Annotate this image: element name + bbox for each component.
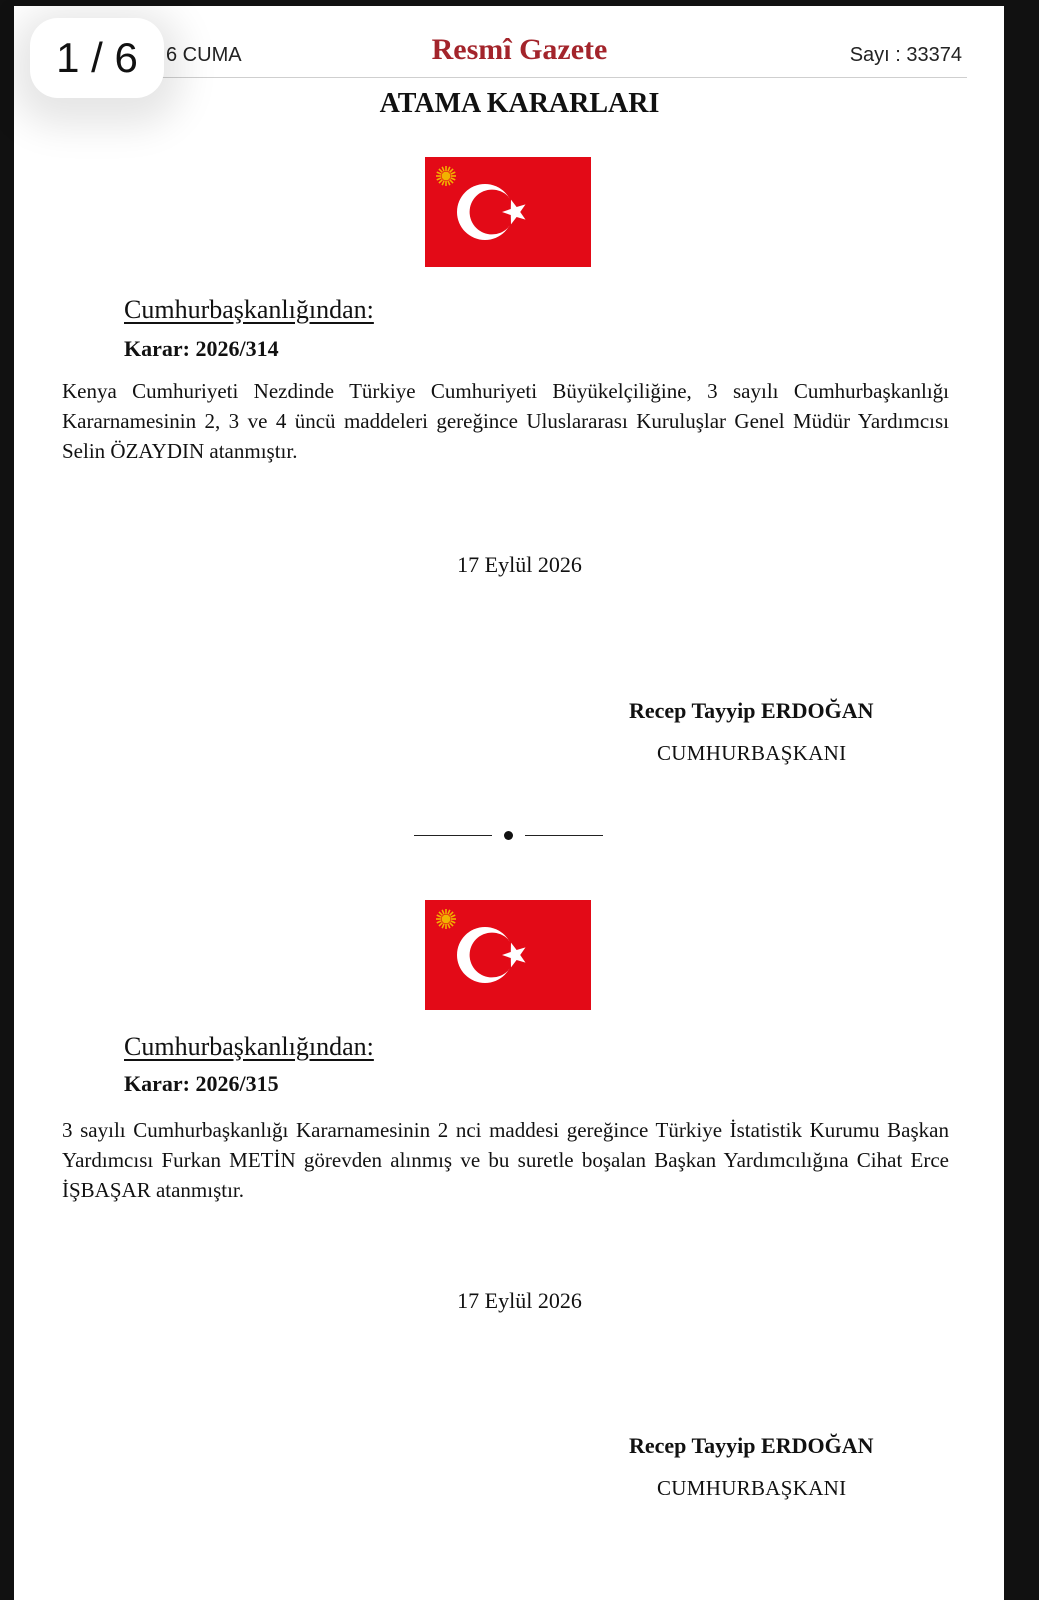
- turkish-flag-icon: [425, 157, 591, 267]
- decree-date: 17 Eylül 2026: [457, 552, 582, 577]
- decree-body: Kenya Cumhuriyeti Nezdinde Türkiye Cumhuriyeti Büyükelçiliğine, 3 sayılı Cumhurbaşkanlığı Kararnamesinin 2, 3 ve 4 üncü maddeleri gereğince Uluslararası Kuruluşlar Genel Müdür Yardımcısı Selin ÖZAYDIN atanmıştır.: [62, 379, 949, 463]
- signer-name: Recep Tayyip ERDOĞAN: [629, 1433, 874, 1458]
- page-counter[interactable]: 1 / 6: [30, 18, 164, 98]
- turkish-flag-icon: [425, 900, 591, 1010]
- header-date: 6 CUMA: [166, 44, 242, 66]
- issuer-heading: Cumhurbaşkanlığından:: [124, 295, 374, 324]
- section-separator: [414, 833, 604, 839]
- decision-number: Karar: 2026/314: [124, 336, 279, 361]
- signer-title: CUMHURBAŞKANI: [657, 1476, 847, 1500]
- signer-title: CUMHURBAŞKANI: [657, 741, 847, 765]
- gazette-name: Resmî Gazete: [431, 33, 608, 66]
- issuer-heading: Cumhurbaşkanlığından:: [124, 1032, 374, 1061]
- header-divider: [140, 77, 967, 78]
- page-title: ATAMA KARARLARI: [379, 88, 660, 119]
- issue-number: Sayı : 33374: [849, 44, 962, 66]
- decree-date: 17 Eylül 2026: [457, 1288, 582, 1313]
- decree-body: 3 sayılı Cumhurbaşkanlığı Kararnamesinin 2 nci maddesi gereğince Türkiye İstatistik Kurumu Başkan Yardımcısı Furkan METİN görevden alınmış ve bu suretle boşalan Başkan Yardımcılığına Cihat Erce İŞBAŞAR atanmıştır.: [62, 1118, 949, 1202]
- signer-name: Recep Tayyip ERDOĞAN: [629, 698, 874, 723]
- decision-number: Karar: 2026/315: [124, 1071, 279, 1096]
